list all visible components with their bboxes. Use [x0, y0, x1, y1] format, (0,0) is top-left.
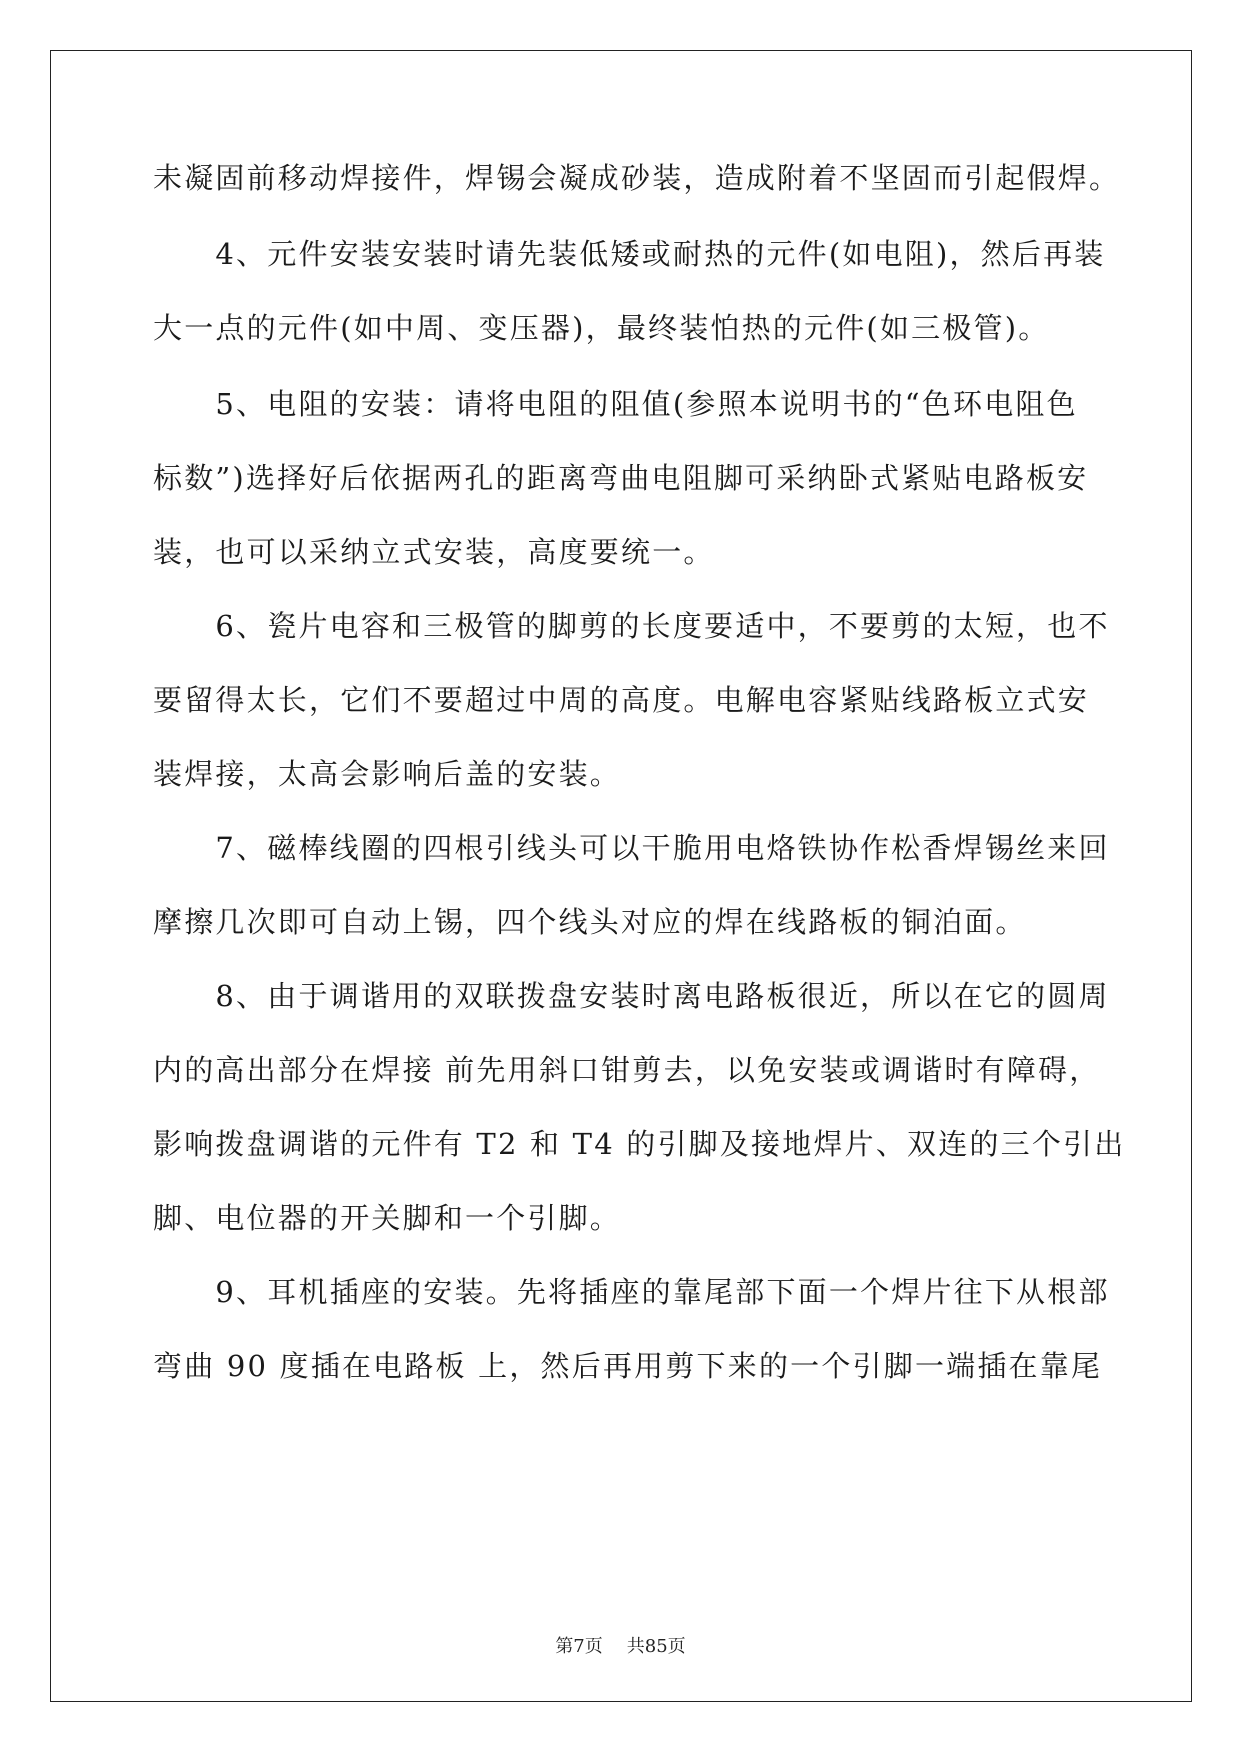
- text-line: 内的高出部分在焊接 前先用斜口钳剪去，以免安装或调谐时有障碍，: [153, 1053, 1101, 1087]
- page-total: 共85页: [626, 1636, 686, 1657]
- text-line: 要留得太长，它们不要超过中周的高度。电解电容紧贴线路板立式安: [153, 683, 1090, 717]
- page-footer: [0, 1635, 1241, 1659]
- text-line: 标数”)选择好后依据两孔的距离弯曲电阻脚可采纳卧式紧贴电路板安: [153, 461, 1089, 495]
- text-line: 装焊接，太高会影响后盖的安装。: [153, 757, 622, 791]
- text-line: 8、由于调谐用的双联拨盘安装时离电路板很近，所以在它的圆周: [153, 979, 1110, 1013]
- text-line: 6、瓷片电容和三极管的脚剪的长度要适中，不要剪的太短，也不: [153, 609, 1110, 643]
- text-line: 大一点的元件(如中周、变压器)，最终装怕热的元件(如三极管)。: [153, 311, 1050, 345]
- page-number: 第7页: [555, 1636, 603, 1657]
- text-line: 9、耳机插座的安装。先将插座的靠尾部下面一个焊片往下从根部: [153, 1275, 1110, 1309]
- text-line: 脚、电位器的开关脚和一个引脚。: [153, 1201, 622, 1235]
- text-line: 装，也可以采纳立式安装，高度要统一。: [153, 535, 715, 569]
- text-line: 4、元件安装安装时请先装低矮或耐热的元件(如电阻)，然后再装: [153, 237, 1106, 271]
- text-line: 影响拨盘调谐的元件有 T2 和 T4 的引脚及接地焊片、双连的三个引出: [153, 1127, 1126, 1161]
- text-line: 5、电阻的安装：请将电阻的阻值(参照本说明书的“色环电阻色: [153, 387, 1078, 421]
- text-line: 摩擦几次即可自动上锡，四个线头对应的焊在线路板的铜泊面。: [153, 905, 1027, 939]
- page-border: [50, 50, 1192, 1702]
- text-line: 未凝固前移动焊接件，焊锡会凝成砂装，造成附着不坚固而引起假焊。: [153, 161, 1121, 195]
- text-line: 弯曲 90 度插在电路板 上，然后再用剪下来的一个引脚一端插在靠尾: [153, 1349, 1103, 1383]
- text-line: 7、磁棒线圈的四根引线头可以干脆用电烙铁协作松香焊锡丝来回: [153, 831, 1110, 865]
